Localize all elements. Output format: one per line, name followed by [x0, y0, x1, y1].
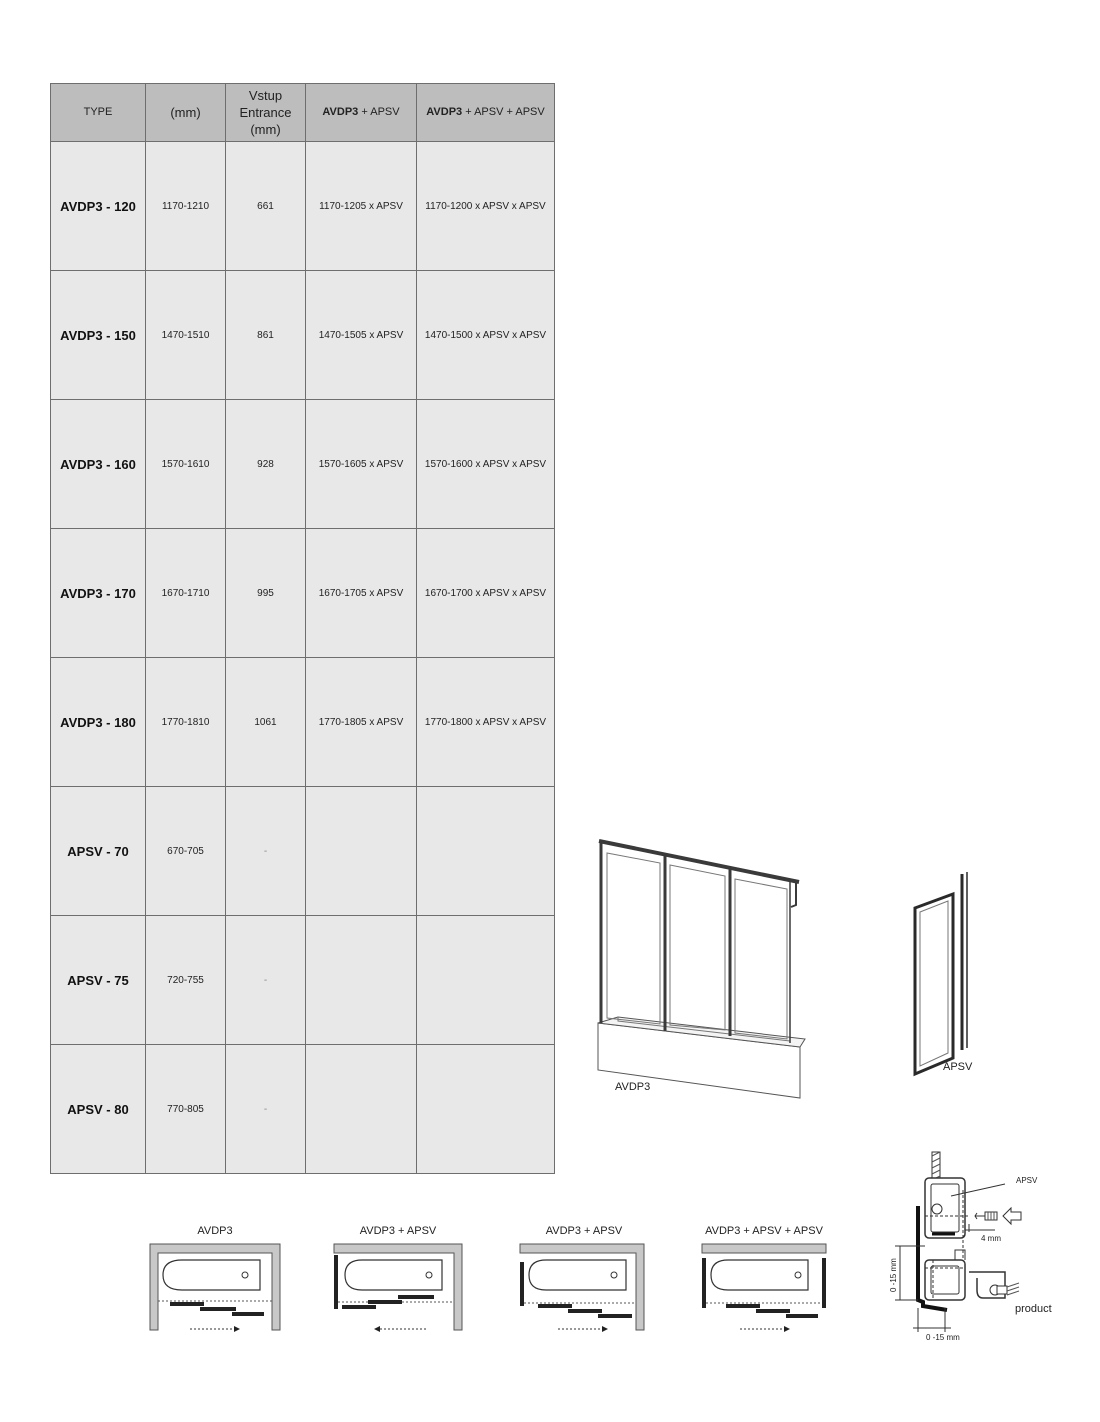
layout-plan-avdp3-apsv-right [518, 1220, 658, 1345]
cell-mm: 1770-1810 [146, 658, 226, 787]
detail-horizontal-range-label: 0 -15 mm [926, 1333, 960, 1342]
detail-product-label: product [1015, 1303, 1052, 1315]
header-rest: + APSV [358, 106, 400, 118]
cell-entrance: - [226, 916, 306, 1045]
cell-combo1 [306, 916, 417, 1045]
table-row [51, 787, 555, 916]
header-cell-0: TYPE [51, 84, 146, 142]
table-row [51, 529, 555, 658]
cell-type: APSV - 70 [51, 787, 146, 916]
header-bold: AVDP3 [322, 106, 359, 118]
layout-4-label: AVDP3 + APSV + APSV [705, 1225, 823, 1237]
header-rest: + APSV + APSV [462, 106, 545, 118]
detail-vertical-range-label: 0 -15 mm [889, 1258, 898, 1292]
cell-type: AVDP3 - 160 [51, 400, 146, 529]
table-row [51, 916, 555, 1045]
cell-entrance: - [226, 1045, 306, 1174]
cell-mm: 1170-1210 [146, 142, 226, 271]
cell-combo1: 1770-1805 x APSV [306, 658, 417, 787]
cell-entrance: 995 [226, 529, 306, 658]
header-line: Vstup [248, 88, 283, 103]
spec-table [50, 83, 555, 1174]
cell-type: AVDP3 - 180 [51, 658, 146, 787]
detail-gap-label: 4 mm [981, 1234, 1001, 1243]
cell-entrance: 661 [226, 142, 306, 271]
table-row [51, 271, 555, 400]
cell-combo1: 1170-1205 x APSV [306, 142, 417, 271]
cell-type: APSV - 75 [51, 916, 146, 1045]
cell-combo2: 1470-1500 x APSV x APSV [417, 271, 555, 400]
cell-mm: 1670-1710 [146, 529, 226, 658]
detail-apsv-label: APSV [1016, 1176, 1038, 1185]
avdp3-product-label: AVDP3 [615, 1081, 651, 1093]
cell-type: AVDP3 - 150 [51, 271, 146, 400]
layout-2-label: AVDP3 + APSV [359, 1225, 437, 1237]
header-line: Entrance [239, 105, 292, 120]
header-cell-4 [417, 84, 555, 142]
cell-entrance: 1061 [226, 658, 306, 787]
apsv-product-drawing [905, 870, 995, 1080]
avdp3-product-drawing [590, 835, 830, 1105]
cell-combo1: 1470-1505 x APSV [306, 271, 417, 400]
cell-mm: 1570-1610 [146, 400, 226, 529]
cell-mm: 720-755 [146, 916, 226, 1045]
header-line: (mm) [250, 122, 281, 137]
cell-combo2: 1170-1200 x APSV x APSV [417, 142, 555, 271]
cell-entrance: - [226, 787, 306, 916]
layout-3-label: AVDP3 + APSV [545, 1225, 623, 1237]
table-row [51, 1045, 555, 1174]
cell-combo2 [417, 787, 555, 916]
cell-mm: 670-705 [146, 787, 226, 916]
layout-plan-avdp3-apsv-apsv [700, 1220, 840, 1345]
header-cell-1: (mm) [146, 84, 226, 142]
cell-combo1: 1670-1705 x APSV [306, 529, 417, 658]
cell-combo2 [417, 916, 555, 1045]
cell-combo1 [306, 1045, 417, 1174]
cell-combo2 [417, 1045, 555, 1174]
cell-combo1: 1570-1605 x APSV [306, 400, 417, 529]
cell-entrance: 861 [226, 271, 306, 400]
table-row [51, 400, 555, 529]
header-cell-2 [226, 84, 306, 142]
apsv-product-label: APSV [943, 1061, 973, 1073]
header-bold: AVDP3 [426, 106, 463, 118]
cell-combo1 [306, 787, 417, 916]
cell-combo2: 1670-1700 x APSV x APSV [417, 529, 555, 658]
cell-type: AVDP3 - 170 [51, 529, 146, 658]
cell-combo2: 1770-1800 x APSV x APSV [417, 658, 555, 787]
cell-combo2: 1570-1600 x APSV x APSV [417, 400, 555, 529]
cell-mm: 770-805 [146, 1045, 226, 1174]
table-body [51, 142, 555, 1174]
table-header [51, 84, 555, 142]
table-row [51, 658, 555, 787]
layout-plan-avdp3 [148, 1220, 288, 1345]
cell-type: APSV - 80 [51, 1045, 146, 1174]
cell-type: AVDP3 - 120 [51, 142, 146, 271]
layout-plan-avdp3-apsv-left [332, 1220, 472, 1345]
profile-detail-drawing [885, 1150, 1085, 1350]
cell-mm: 1470-1510 [146, 271, 226, 400]
header-cell-3 [306, 84, 417, 142]
table-row [51, 142, 555, 271]
layout-1-label: AVDP3 [197, 1225, 233, 1237]
cell-entrance: 928 [226, 400, 306, 529]
